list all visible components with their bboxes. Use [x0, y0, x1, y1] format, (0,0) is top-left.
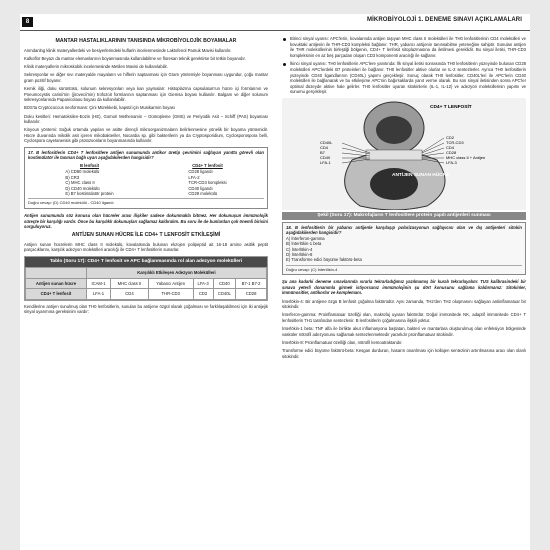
table-cell: ICAM-1 [86, 278, 110, 289]
adhesion-table [24, 256, 268, 301]
option-e: E) B7 kostimülatör protein [65, 190, 114, 196]
question-17-box [24, 147, 268, 209]
paragraph: Kinyoun yöntemi: Soğuk ortamda yapılan ve asitte dirençli mikroorganizmaların belirlenmesine yönelik bir boyama yöntemidir. Hücre duvarında mikolik asit içeren mikobakteriler, Nocardia sp. gibi bakterilerin ya da Cryptosporidium, Cyclosporospora belli, Cyclospora cayetanensis gibi protozoonların boyanmasında kullanılır. [24, 127, 268, 144]
table-cell: THR-CD3 [148, 289, 193, 300]
table-cell: LFA-3 [193, 278, 213, 289]
paragraph: Sekresyonlar ve diğer sıvı materyalde mayaların ve hiflerin saptanması için Gram yöntemiyle boyanması uygundur, çoğu mantar gram pozitif boyanır. [24, 72, 268, 83]
synapse-molecules [366, 150, 422, 160]
paragraph: Transforme edici büyüme faktörü-beta: Kesgan durduran, hasarın onarılması için kollajen sentezinin artırılmasına aracı olan olanlı sitokindir. [282, 348, 526, 359]
options-col-cd4-t [188, 163, 226, 196]
bullet-second-signal: İkinci sinyal uyarısı: TH0 lenfositlerin APC'lere yanıtında: İlk sinyal iletisi sonrasında TH0 lenfositlerin yüzeyinde bulunan CD28 molekülleri APC'lerdeki B7 proteinleri ile bağlanır. TH0 lenfositler aktive olurlar ve IL-2 sentezlerler. Ayrıca TH0 lenfositlerin yüzeyinde CD40 ligandlarının (CD40L) yapımı gerçekleşir. Sonuç olarak TH0 lenfositler, CD40L'leri ile APC'lerin CD40 molekülleri ile bağlanarak ve bu etkileşime APC'nin bağırsaklarda yanıt verme olarak. Bu son sinyal iletisinden sonra APC'ler optimal düzeyde aktive hale gelirler. TH0 lenfositler uyaran sitokinlerin (IL-1, IL-12) ve adezyon moleküllerinin yapımı ve sunumu gerçekleşir. [282, 61, 526, 95]
paragraph: BOS'ta Cryptococcus neoformans: Çini Mürekkebi, kapsül için Musikarmin boyası [24, 105, 175, 111]
table-header-cell: Karşılıklı Etkileşen Adezyon Molekülleri [86, 268, 266, 279]
table-row-head: Antijen sunan hücre [26, 278, 87, 289]
question-stem: 18. B lenfositlerin bir yabancı antijenle karşılaşıp polarizasyonun sağlayıcısı olan ve dış antijenleri sitokin aşağıdakilerden hangisidir? [286, 224, 522, 236]
option-d: D) İnterlökin-8 [286, 251, 313, 257]
option-a: A) İnterferon-gamma [286, 235, 325, 241]
label-cd4-right: CD4 [446, 144, 455, 150]
table-row [26, 289, 267, 300]
page-number: 8 [22, 17, 33, 27]
paragraph: Kalkoflor Beyazı da mantar elemanlarının boyanmasında kullanılabilme ve floresan teknik gerektirse bir tetkin boyanıdır. [24, 55, 246, 61]
option-c: C) İnterlökin-4 [286, 246, 313, 252]
t-cell-nucleus [376, 116, 412, 144]
table-cell: CD2 [193, 289, 213, 300]
t-cell-label: CD4+ T LENFOSİT [430, 104, 472, 110]
section-title-apc-interaction: ANTİJEN SUNAN HÜCRE İLE CD4+ T LENFOSİT ETKİLEŞİMİ [71, 232, 221, 239]
note-paragraph: Şu ana kadarki deneme sınavlarında ısrarla tekrarladığımız yazılmamış bir kuralı tekrarlayalım: TUS kalibrasindeki bir sınava yeterli donanımla girmek istiyorsanız immünolojinin şu dört konusunu sağlama kaldırmanız: Sitokinler, immünositler, antikorlar ve komplemanı. [282, 279, 526, 296]
label-mhc: MHC class II + Antijen [446, 154, 486, 160]
paragraph: Kemik iliği, doku sürüntüsü, solunum sekresyonları veya kan yaymaları: Histoplazma capsulatum'un hücre içi formlarının ve Pneumocystis carinii'nin (jirovecii'nin) trofozoit formlarının saptanması için Giemsa boyası kullanılır. Balgam ve diğer solunum sekresyonlarında Papanicolaou boyası da kullanılabilir. [24, 85, 268, 103]
paragraph: İnterferon-gamma: Proinflamatuar özelliği olan, makrofaj uyaran faktördür. Doğal immünitede NK, adaptif immünitede CD4+ T lenfositlerin TH1 tarafından sentezlenir. B lenfositlerin çoğalmasına ilişkili yoktur. [282, 312, 526, 323]
option-a-pair: CD28 ligandı [188, 169, 213, 175]
label-cd40l: CD40L [320, 139, 333, 145]
option-b: B) CR3 [65, 174, 80, 180]
table-header-cell [26, 268, 87, 279]
option-col-heading: B lenfosit [79, 162, 100, 168]
correct-answer: Doğru cevap: (C) İnterlökin-4 [286, 265, 522, 272]
paragraph: Klinik materyallerin mikroskobik incelemesinde Metilen Mavisi de kullanılabilir. [24, 63, 168, 69]
table-cell: Yabancı Antijen [148, 278, 193, 289]
label-lfa3: LFA-3 [446, 159, 457, 165]
bullet-first-signal: Birinci sinyal uyarısı: APC'lerin, kovalarında antijen taşıyan MHC class II molekülleri ile TH0 lenfositlerinin CD4 molekülleri ve kovuktaki antijenin ile THR-CD3 kompleksi bağlanır. THR, yabancı antijenin tanınsabilme yeteneğine sahiptir. Sunulan antijen ile THR moleküllerinin birleştiği bölgenin, CD4+ T lenfosit sitoplazmasına da iletilmesi gereklidir. Bu sinyal iletisi, THR-CD3 kompleksinin en az beş parçadan oluşan CD3 komponenti aracılığı ile sağlanır. [282, 36, 526, 58]
paragraph: İnterlökin-1 beta: TNF alfa ile birlikte akut inflamasyona başlatan, bakteri ve mantarlara oluşturulmuş olan enfeksiyon bölgesinde vasküler nötrofil adezyonunu sağlamak sentezlenmektedir yararlıdır proinflamatuar sitokindir. [282, 326, 526, 337]
option-a: A) CD80 molekülü [65, 169, 100, 175]
section-title-fungal-stains: MANTAR HASTALIKLARININ TANISINDA MİKROBİYOLOJİK BOYAMALAR [55, 38, 237, 44]
question-stem: 17. B lenfositlerin CD4+ T lenfositlere antijen sunumunda antikor üretip çevrimini sağlayan yanıtta görevli olan kostimülatör ile tanınan bağlı uyarı aşağıdakilerden hangisidir? [28, 150, 264, 161]
table-cell: CD40 [213, 278, 236, 289]
option-e: E) Transforme edici büyüme faktörü-beta [286, 257, 362, 263]
apc-t-cell-figure [282, 98, 526, 218]
figure-illustration [282, 98, 526, 210]
table [25, 267, 267, 300]
label-cd2: CD2 [446, 134, 455, 140]
question-options [28, 163, 264, 196]
paragraph: Antijen sunan hücrelerin MHC class II molekülü, kovalatsında bulunan ekzojen polipeptid ait 16-18 amino asitlik peptit parçacıklarını, karşılık adezyon molekülleri aracılığı ile CD4+ T lenfositlerin sunarlar. [24, 241, 268, 253]
paragraph: Doku kesitleri: Hematoksilen-Eozin (HE), Gomori Methenamin – Gümüşleme (GMS) ve Periyodik Asit – Schiff (PAS) boyaması kullanılır. [24, 113, 268, 125]
option-c-pair: TCR-CD3 kompleksi [188, 180, 227, 186]
table-cell: LFA-1 [86, 289, 110, 300]
option-b: B) İnterlökin-1 beta [286, 241, 322, 247]
page-header [20, 14, 530, 31]
figure-caption: Şekil (Soru 17): Makrofajların T lenfositlere protein yapılı antijenleri sunması [282, 212, 526, 220]
options-col-b-lymphocyte [65, 163, 113, 196]
table-row [26, 278, 267, 289]
option-c: C) MHC class II [65, 180, 95, 186]
paragraph: Kendilerine antijen sunulmuş olan TH0 lenfositlerin, sunulan bu antijene özgül olarak çoğalması ve farklılaşabilmesi için iki antijejik sinyal uyarımına gereksinim vardır: [24, 303, 268, 315]
label-b7: B7 [320, 149, 325, 155]
table-row-head: CD4+ T lenfosit [26, 289, 87, 300]
apc-label: ANTİJEN SUNAN HÜCRE [392, 172, 450, 178]
table-cell: CD40L [213, 289, 236, 300]
label-cd40: CD40 [320, 154, 331, 160]
option-d: D) CD40 molekülü [65, 185, 100, 191]
label-lfa1: LFA-1 [320, 159, 331, 165]
option-col-heading: CD4+ T lenfosit [192, 162, 223, 168]
table-cell: B7-1 B7-2 [236, 278, 267, 289]
note-paragraph: Antijen sunumunda söz konusu olan hücreler arası ilişkiler sadece dokunmakla bitmez. Her dokunuşun immünolojik süreçte bir karşılığı vardır. Önce bu karşılıklı dokunuşları sağlamaz kaldıralım. Bu soru ile de bunlardan çok önemli birisini sorguluyoruz. [24, 212, 268, 230]
option-d-pair: CD40 ligandı [188, 185, 213, 191]
document-page [20, 14, 530, 550]
label-cd28: CD28 [446, 149, 457, 155]
correct-answer: Doğru cevap: (D) CD40 molekülü - CD40 ligandı [28, 198, 264, 206]
paragraph: İnterlökin-8: Proinflamatuar özelliği olan, nötrofil kemoatraktandır. [282, 339, 403, 345]
label-tcr-cd3: TCR-CD3 [446, 139, 464, 145]
table-title: Tablo (Soru 17): CD4+ T lenfosit ve APC bağlanmasında rol alan adezyon molekülleri [25, 257, 267, 267]
table-cell: CD28 [236, 289, 267, 300]
header-title: MİKROBİYOLOJİ 1. DENEME SINAVI AÇIKLAMALARI [367, 17, 522, 23]
paragraph: İnterlökin-4: Bir antijene özgü B lenfosit çoğalma faktörüdür. Aynı zamanda, TH2'den TH2 oluşmasını sağlayan antiinflamatuar bir sitokindir. [282, 298, 526, 310]
option-e-pair: CD28 molekülü [188, 190, 218, 196]
table-cell: MHC class II [111, 278, 149, 289]
label-cd4: CD4 [320, 144, 329, 150]
table-header-row [26, 268, 267, 279]
left-column [24, 36, 268, 318]
question-18-box [282, 222, 526, 275]
table-cell: CD4 [111, 289, 149, 300]
paragraph: Anmdanlng klinik materyallerdeki ve besiyerlerindeki kuflarin incelenmesinde Laktofenol Pamuk Mavisi kullanılır. [24, 47, 232, 53]
option-b-pair: LFA-2 [188, 174, 200, 180]
right-column [282, 36, 526, 362]
